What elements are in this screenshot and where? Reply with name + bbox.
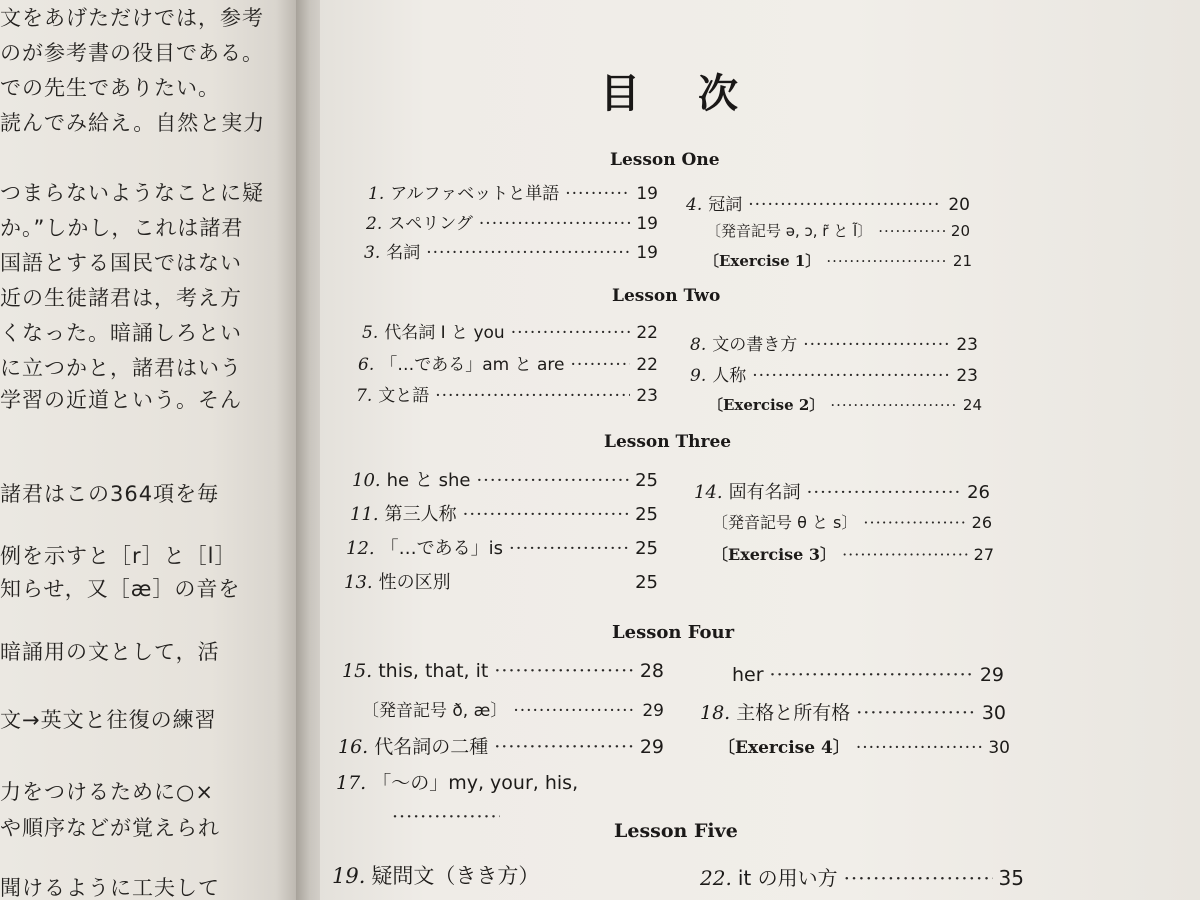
entry-number: 19. [332,864,366,888]
entry-title: her [732,664,764,686]
entry-title: 〔Exercise 2〕 [708,396,825,414]
entry-title: 代名詞の二種 [374,736,489,758]
left-text-line: や順序などが覚えられ [0,816,220,840]
entry-page: 25 [635,538,658,559]
entry-page: 29 [642,701,664,721]
left-text-line: 文をあげただけでは，参考 [0,6,264,30]
entry-number: 22. [700,866,732,890]
entry-page: 28 [639,660,664,682]
entry-number: 3. [364,243,381,263]
toc-entry[interactable] [344,568,658,594]
left-text-line: 諸君はこの364項を毎 [0,482,220,506]
dot-leader [878,222,945,240]
entry-page: 26 [971,513,992,532]
toc-entry[interactable] [690,330,978,355]
entry-number: 5. [362,323,379,343]
left-text-line: 近の生徒諸君は，考え方 [0,286,242,310]
dot-leader [392,806,500,828]
entry-number: 13. [344,572,373,593]
entry-page: 30 [981,702,1006,724]
entry-title: 〔Exercise 3〕 [712,545,837,564]
dot-leader [494,736,634,758]
entry-page: 23 [956,366,978,386]
toc-entry[interactable] [342,660,664,682]
lesson-heading: Lesson Two [612,286,721,306]
left-text-line: 文→英文と往復の練習 [0,708,217,732]
entry-number: 17. [336,772,367,794]
entry-page: 20 [948,195,970,215]
left-text-line: か。”しかし，これは諸君 [0,216,244,240]
entry-page: 23 [636,386,658,406]
entry-title: 性の区別 [378,572,451,593]
left-text-line: 力をつけるために○× [0,780,214,804]
entry-title: 主格と所有格 [736,702,851,724]
toc-entry[interactable] [346,534,658,560]
entry-page: 22 [636,323,658,343]
entry-title: 「…である」am と are [380,355,565,375]
toc-entry[interactable] [338,732,664,759]
entry-title: it の用い方 [737,866,838,890]
toc-entry[interactable] [368,179,658,204]
toc-exercise[interactable] [712,542,994,565]
toc-entry[interactable] [352,466,658,492]
entry-number: 16. [338,736,369,758]
left-text-line: 例を示すと［r］と［l］ [0,544,237,568]
entry-number: 1. [368,184,385,204]
toc-exercise[interactable] [704,250,972,271]
dot-leader [476,470,629,491]
dot-leader [748,195,942,215]
entry-title: 〔発音記号 ə, ɔ, r̃ と l̃〕 [706,222,873,240]
entry-number: 10. [352,470,381,491]
entry-page: 29 [979,664,1004,686]
entry-number: 18. [700,702,731,724]
left-text-line: くなった。暗誦しろとい [0,321,242,345]
entry-title: スペリング [388,214,473,234]
entry-title: 第三人称 [384,504,457,525]
entry-page: 26 [967,482,990,503]
entry-page: 19 [636,243,658,263]
entry-page: 19 [636,184,658,204]
left-text-line: 学習の近道という。そん [0,388,242,412]
entry-title: 人称 [712,366,747,386]
toc-entry[interactable] [336,768,666,795]
toc-entry[interactable] [350,500,658,526]
dot-leader [842,545,968,564]
toc-subentry[interactable] [712,510,992,533]
toc-entry[interactable] [690,361,978,386]
dot-leader [494,660,633,682]
entry-number: 14. [694,482,723,503]
entry-title: this, that, it [378,660,489,682]
entry-page: 21 [952,252,972,270]
toc-title: 目次 [600,71,796,117]
left-text-line: に立つかと，諸君はいう [0,356,242,380]
lesson-heading: Lesson Three [604,432,732,452]
toc-entry[interactable] [364,238,658,263]
lesson-heading: Lesson One [610,150,720,170]
dot-leader [752,366,950,386]
left-text-line: 聞けるように工夫して [0,876,220,900]
entry-page: 24 [962,396,982,414]
entry-title: 「…である」is [380,538,504,559]
entry-page: 20 [950,222,970,240]
entry-number: 9. [690,366,707,386]
dot-leader [435,386,630,406]
right-page [320,0,1200,900]
entry-page: 19 [636,214,658,234]
entry-page: 27 [973,545,994,564]
entry-title: he と she [386,470,471,491]
entry-page: 29 [639,736,664,758]
left-text-line: での先生でありたい。 [0,76,220,100]
entry-title: アルファベットと単語 [390,184,560,204]
dot-leader [565,184,630,204]
left-page [0,0,300,900]
entry-number: 11. [350,504,379,525]
entry-page: 25 [635,572,658,593]
left-text-line: のが参考書の役目である。 [0,41,264,65]
toc-entry[interactable] [700,862,1024,891]
toc-subentry[interactable] [362,696,664,721]
entry-number: 15. [342,660,373,682]
toc-entry[interactable] [700,698,1006,725]
toc-entry[interactable] [694,478,990,504]
lesson-heading: Lesson Four [612,622,735,643]
dot-leader [770,664,974,686]
entry-title: 名詞 [386,243,421,263]
entry-page: 22 [636,355,658,375]
entry-number: 7. [356,386,373,406]
dot-leader [511,323,631,343]
entry-title: 文と語 [378,386,430,406]
toc-exercise[interactable] [718,733,1010,758]
entry-title: 疑問文（きき方） [371,864,540,888]
entry-number: 6. [358,355,375,375]
entry-number: 8. [690,335,707,355]
entry-title: 文の書き方 [712,335,798,355]
left-text-line: 知らせ，又［æ］の音を [0,577,241,601]
left-text-line: 国語とする国民ではない [0,251,242,275]
entry-page: 30 [988,738,1010,758]
dot-leader [807,482,961,503]
left-text-line: 読んでみ給え。自然と実力 [0,111,266,135]
toc-exercise[interactable] [708,394,982,415]
entry-title: 〔発音記号 θ と s〕 [712,513,858,532]
dot-leader [426,243,630,263]
entry-number: 12. [346,538,375,559]
toc-entry[interactable] [358,350,658,375]
dot-leader [479,214,630,234]
dot-leader [856,702,976,724]
entry-title: 代名詞 I と you [384,323,505,343]
toc-entry[interactable] [686,190,970,215]
toc-subentry[interactable] [706,220,970,241]
dot-leader [856,738,983,758]
entry-page: 23 [956,335,978,355]
entry-title: 冠詞 [708,195,743,215]
toc-entry[interactable] [356,381,658,406]
left-text-line: 暗誦用の文として，活 [0,640,220,664]
left-text-line: つまらないようなことに疑 [0,181,264,205]
dot-leader [463,504,629,525]
entry-title: 〔発音記号 ð, æ〕 [362,701,508,721]
entry-title: 〔Exercise 4〕 [718,738,850,758]
dot-leader [513,701,636,721]
entry-title: 〔Exercise 1〕 [704,252,821,270]
entry-title: 「～の」my, your, his, [372,772,579,794]
entry-number: 2. [366,214,383,234]
toc-entry[interactable] [732,664,1004,686]
toc-continuation-leader [386,806,506,828]
dot-leader [509,538,629,559]
dot-leader [571,355,631,375]
dot-leader [863,513,965,532]
dot-leader [826,252,947,270]
entry-page: 25 [635,470,658,491]
toc-entry[interactable] [362,318,658,343]
entry-title: 固有名詞 [728,482,801,503]
dot-leader [803,335,950,355]
dot-leader [830,396,957,414]
entry-number: 4. [686,195,703,215]
dot-leader [844,866,993,890]
lesson-heading: Lesson Five [614,820,738,842]
toc-entry[interactable] [332,860,672,890]
entry-page: 25 [635,504,658,525]
entry-page: 35 [998,866,1024,890]
toc-entry[interactable] [366,209,658,234]
